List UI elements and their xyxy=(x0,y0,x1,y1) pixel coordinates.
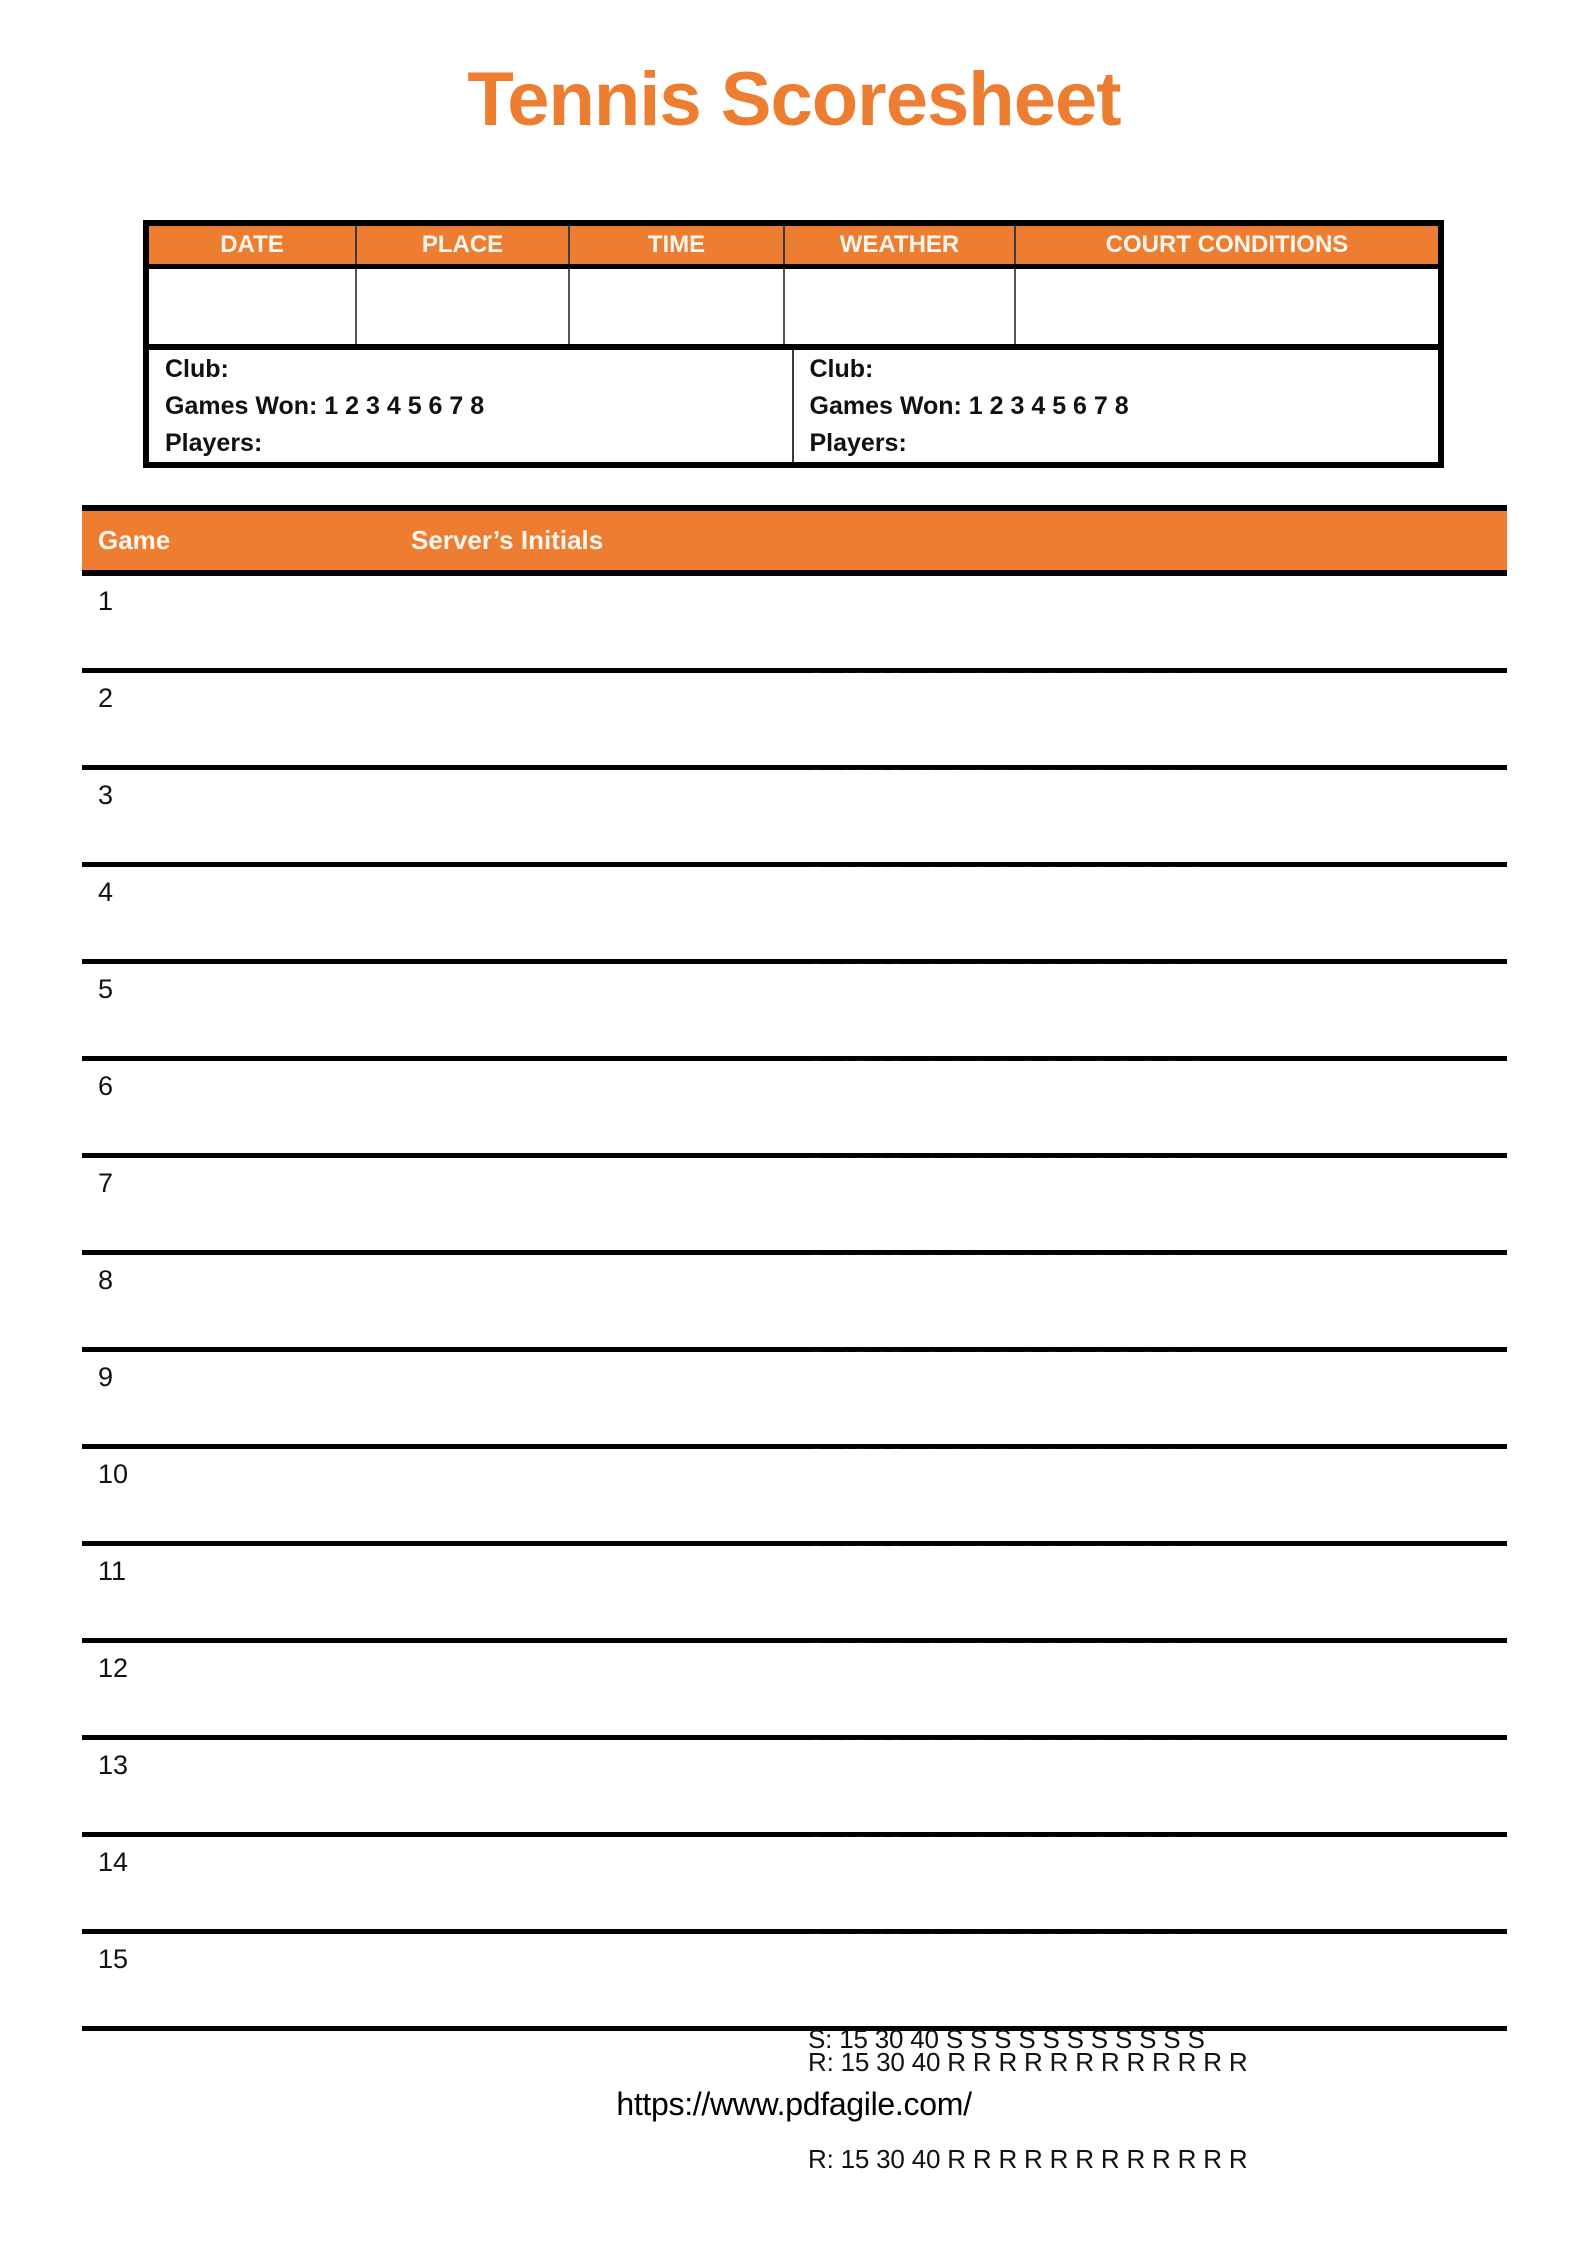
game-row xyxy=(82,1255,1507,1352)
game-number: 10 xyxy=(98,1459,129,1489)
game-column-header: Game xyxy=(98,525,171,555)
game-row xyxy=(82,673,1507,770)
players-label: Players: xyxy=(809,429,907,457)
game-number: 13 xyxy=(98,1750,129,1780)
game-row xyxy=(82,1449,1507,1546)
game-row xyxy=(82,770,1507,867)
receiver-score-line: R: 15 30 40 R R R R R R R R R R R R xyxy=(808,2047,1248,2077)
game-number: 14 xyxy=(98,1847,129,1877)
server-score-line: S: 15 30 40 S S S S S S S S S S S xyxy=(808,2024,1205,2054)
info-value-cell-place xyxy=(357,269,570,344)
game-number: 7 xyxy=(98,1168,114,1198)
game-number: 11 xyxy=(98,1556,127,1586)
game-number: 2 xyxy=(98,683,114,713)
game-row xyxy=(82,576,1507,673)
server-initials-column-header: Server’s Initials xyxy=(411,525,604,555)
club-label: Club: xyxy=(165,355,229,383)
info-value-row xyxy=(149,269,1438,344)
info-value-cell-court-conditions xyxy=(1016,269,1438,344)
games-won-line: Games Won: 1 2 3 4 5 6 7 8 xyxy=(809,392,1129,420)
club-panel-right xyxy=(794,350,1439,462)
score-table-header xyxy=(82,505,1507,576)
game-number: 8 xyxy=(98,1265,114,1295)
game-number: 1 xyxy=(98,586,114,616)
info-value-cell-date xyxy=(149,269,357,344)
club-section xyxy=(149,344,1438,462)
game-row xyxy=(82,1061,1507,1158)
game-number: 6 xyxy=(98,1071,114,1101)
info-table xyxy=(143,220,1444,468)
info-header-time: TIME xyxy=(570,226,785,264)
game-number: 4 xyxy=(98,877,114,907)
game-row xyxy=(82,867,1507,964)
info-value-cell-time xyxy=(570,269,785,344)
players-label: Players: xyxy=(165,429,263,457)
page-title: Tennis Scoresheet xyxy=(467,57,1121,142)
game-row xyxy=(82,1352,1507,1449)
info-header-place: PLACE xyxy=(357,226,570,264)
info-header-row xyxy=(149,226,1438,269)
game-row xyxy=(82,1643,1507,1740)
club-label: Club: xyxy=(809,355,874,383)
game-number: 15 xyxy=(98,1944,129,1974)
game-row xyxy=(82,964,1507,1061)
game-number: 12 xyxy=(98,1653,129,1683)
game-row xyxy=(82,1158,1507,1255)
game-number: 5 xyxy=(98,974,114,1004)
receiver-score-line: R: 15 30 40 R R R R R R R R R R R R xyxy=(808,2144,1248,2174)
game-row xyxy=(82,1740,1507,1837)
info-header-weather: WEATHER xyxy=(785,226,1016,264)
club-panel-left xyxy=(149,350,794,462)
game-number: 9 xyxy=(98,1362,114,1392)
game-number: 3 xyxy=(98,780,114,810)
games-won-line: Games Won: 1 2 3 4 5 6 7 8 xyxy=(165,392,485,420)
info-header-court-conditions: COURT CONDITIONS xyxy=(1016,226,1438,264)
info-value-cell-weather xyxy=(785,269,1016,344)
game-row xyxy=(82,1546,1507,1643)
footer-url: https://www.pdfagile.com/ xyxy=(616,2086,972,2122)
info-header-date: DATE xyxy=(149,226,357,264)
